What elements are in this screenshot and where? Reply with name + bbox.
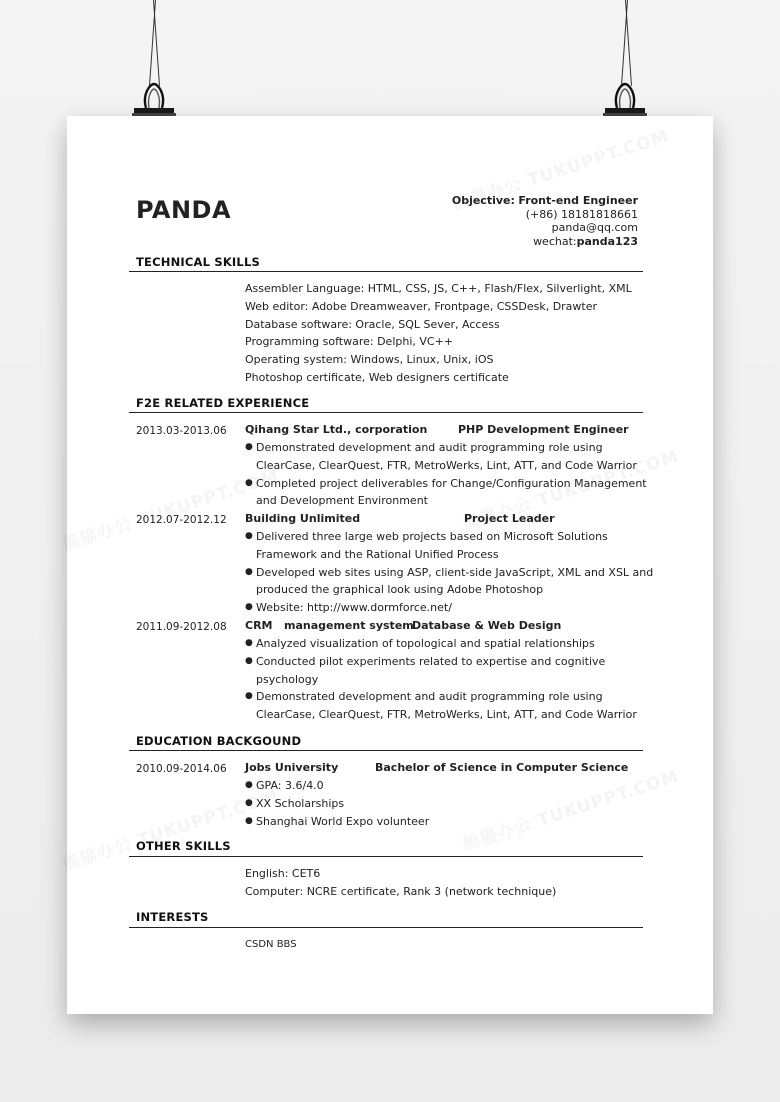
email: panda@qq.com [551,221,638,234]
phone: (+86) 18181818661 [525,207,638,221]
section-title-experience: F2E RELATED EXPERIENCE [136,396,310,410]
job-bullets [245,635,637,724]
bullet-line: ● Analyzed visualization of topological and spatial relationships [256,637,595,650]
bullet-line: Framework and the Rational Unified Process [256,547,499,561]
section-title-technical-skills: TECHNICAL SKILLS [136,255,260,269]
bullet-line: ● Completed project deliverables for Change/Configuration Management [256,476,647,490]
bullet-line: ClearCase, ClearQuest, FTR, MetroWerks, Lint, ATT, and Code Warrior [256,458,637,472]
job-company: CRM management system [245,619,414,632]
list-item: English: CET6 [245,867,321,880]
bullet-line: ● Website: http://www.dormforce.net/ [256,601,452,615]
bullet-line: ClearCase, ClearQuest, FTR, MetroWerks, Lint, ATT, and Code Warrior [256,708,637,722]
objective-label: Objective: [451,194,515,207]
bullet-line: ● Demonstrated development and audit programming role using [256,441,603,454]
list-item [245,564,653,600]
bullet-line: psychology [256,672,319,686]
list-item: Programming software: Delphi, VC++ [245,335,454,349]
section-title-education: EDUCATION BACKGOUND [136,734,302,748]
resume-paper [67,116,713,1014]
wechat-value: panda123 [576,234,638,248]
job-company: Qihang Star Ltd., corporation [245,423,428,436]
list-item: Computer: NCRE certificate, Rank 3 (network technique) [245,884,557,898]
wechat-label: wechat: [533,234,577,248]
list-item: Web editor: Adobe Dreamweaver, Frontpage, CSSDesk, Drawter [245,299,598,313]
list-item: CSDN BBS [245,939,297,950]
bullet-line: ● Conducted pilot experiments related to expertise and cognitive [256,654,606,668]
job-date: 2012.07-2012.12 [136,514,227,526]
list-item: ● XX Scholarships [245,795,429,813]
wechat-line [452,235,638,249]
list-item [245,528,653,564]
bullet-line: ● Demonstrated development and audit programming role using [256,690,603,704]
contact-block [452,194,638,248]
interests-list [245,936,297,954]
job-role: PHP Development Engineer [458,423,629,436]
job-role: Project Leader [464,512,555,525]
section-title-interests: INTERESTS [136,910,209,924]
education-degree: Bachelor of Science in Computer Science [375,761,629,774]
section-divider [129,750,643,751]
bullet-line: ● Developed web sites using ASP, client-side JavaScript, XML and XSL and [256,565,654,579]
list-item: Operating system: Windows, Linux, Unix, iOS [245,353,494,367]
list-item [245,653,637,689]
list-item: Photoshop certificate, Web designers certificate [245,370,509,384]
technical-skills-list [245,280,632,387]
job-date: 2011.09-2012.08 [136,621,227,633]
section-title-other-skills: OTHER SKILLS [136,839,231,853]
section-divider [129,927,643,928]
job-bullets [245,439,647,510]
list-item [245,599,653,617]
education-school: Jobs University [245,761,339,774]
bullet-line: ● Delivered three large web projects based on Microsoft Solutions [256,530,608,543]
list-item: Database software: Oracle, SQL Sever, Access [245,317,500,331]
list-item [245,475,647,511]
bullet-line: produced the graphical look using Adobe Photoshop [256,583,544,597]
section-divider [129,271,643,272]
section-divider [129,412,643,413]
list-item: Assembler Language: HTML, CSS, JS, C++, Flash/Flex, Silverlight, XML [245,282,632,295]
job-role: Database & Web Design [412,619,562,632]
candidate-name: PANDA [136,196,232,224]
other-skills-list [245,865,556,901]
list-item [245,635,637,653]
list-item: ● Shanghai World Expo volunteer [245,813,429,831]
hanging-wire [153,0,160,86]
job-company: Building Unlimited [245,512,361,525]
objective-line [452,194,638,208]
hanging-wire [625,0,632,86]
job-date: 2013.03-2013.06 [136,425,227,437]
list-item [245,439,647,475]
education-bullets [245,777,429,830]
objective-value: Front-end Engineer [518,194,638,207]
list-item [245,688,637,724]
section-divider [129,856,643,857]
bullet-line: and Development Environment [256,494,428,508]
list-item: ● GPA: 3.6/4.0 [245,777,429,795]
education-date: 2010.09-2014.06 [136,763,227,775]
job-bullets [245,528,653,617]
